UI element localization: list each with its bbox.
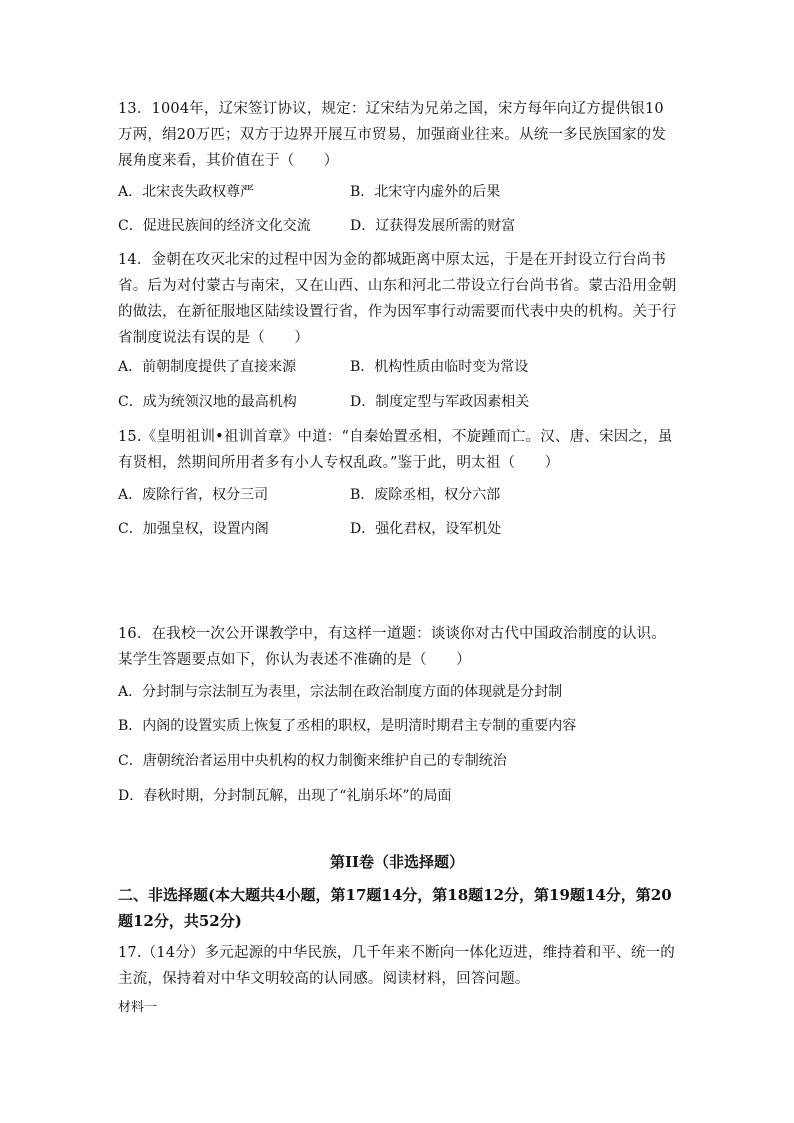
question-13-option-b: B．北宋守内虚外的后果 (350, 184, 501, 200)
question-16-option-a: A．分封制与宗法制互为表里，宗法制在政治制度方面的体现就是分封制 (118, 684, 563, 700)
question-13-option-d: D．辽获得发展所需的财富 (350, 218, 516, 234)
part-2-heading: 二、非选择题(本大题共4小题，第17题14分，第18题12分，第19题14分，第20题12分，共52分) (118, 886, 672, 930)
question-15-option-b: B．废除丞相，权分六部 (350, 487, 501, 503)
question-15-stem: 15.《皇明祖训•祖训首章》中道：“自秦始置丞相，不旋踵而亡。汉、唐、宋因之，虽有贤相，然期间所用者多有小人专权乱政。”鉴于此，明太祖（ ） (118, 429, 673, 471)
question-13-stem: 13．1004年，辽宋签订协议，规定：辽宋结为兄弟之国，宋方每年向辽方提供银10万两，绢20万匹；双方于边界开展互市贸易，加强商业往来。从统一多民族国家的发展角度来看，其价值在于（ ） (118, 101, 667, 169)
question-14-stem: 14．金朝在攻灭北宋的过程中因为金的都城距离中原太远，于是在开封设立行台尚书省。后为对付蒙古与南宋，又在山西、山东和河北二带设立行台尚书省。蒙古沿用金朝的做法，在新征服地区陆续设置行省，作为因军事行动需要而代表中央的机构。关于行省制度说法有误的是（ ） (118, 252, 677, 346)
question-16-stem: 16．在我校一次公开课教学中，有这样一道题：谈谈你对古代中国政治制度的认识。某学生答题要点如下，你认为表述不准确的是（ ） (118, 626, 667, 668)
question-14-option-d: D．制度定型与军政因素相关 (350, 394, 530, 410)
question-13-option-c: C．促进民族间的经济文化交流 (118, 218, 311, 234)
question-17-stem: 17.（14分）多元起源的中华民族，几千年来不断向一体化迈进，维持着和平、统一的主流，保持着对中华文明较高的认同感。阅读材料，回答问题。 (118, 945, 676, 987)
question-15-option-c: C．加强皇权，设置内阁 (118, 521, 269, 537)
question-14-option-c: C．成为统领汉地的最高机构 (118, 394, 297, 410)
question-16-option-d: D．春秋时期，分封制瓦解，出现了“礼崩乐坏”的局面 (118, 788, 452, 804)
material-1-label: 材料一 (118, 1000, 158, 1015)
question-14-option-b: B．机构性质由临时变为常设 (350, 359, 529, 375)
part-2-title: 第II卷（非选择题） (329, 853, 465, 871)
question-14-option-a: A．前朝制度提供了直接来源 (118, 359, 297, 375)
question-16-option-c: C．唐朝统治者运用中央机构的权力制衡来维护自己的专制统治 (118, 753, 507, 769)
question-15-option-a: A．废除行省，权分三司 (118, 487, 269, 503)
question-13-option-a: A．北宋丧失政权尊严 (118, 184, 255, 200)
question-15-option-d: D．强化君权，设军机处 (350, 521, 502, 537)
question-16-option-b: B．内阁的设置实质上恢复了丞相的职权，是明清时期君主专制的重要内容 (118, 718, 577, 734)
